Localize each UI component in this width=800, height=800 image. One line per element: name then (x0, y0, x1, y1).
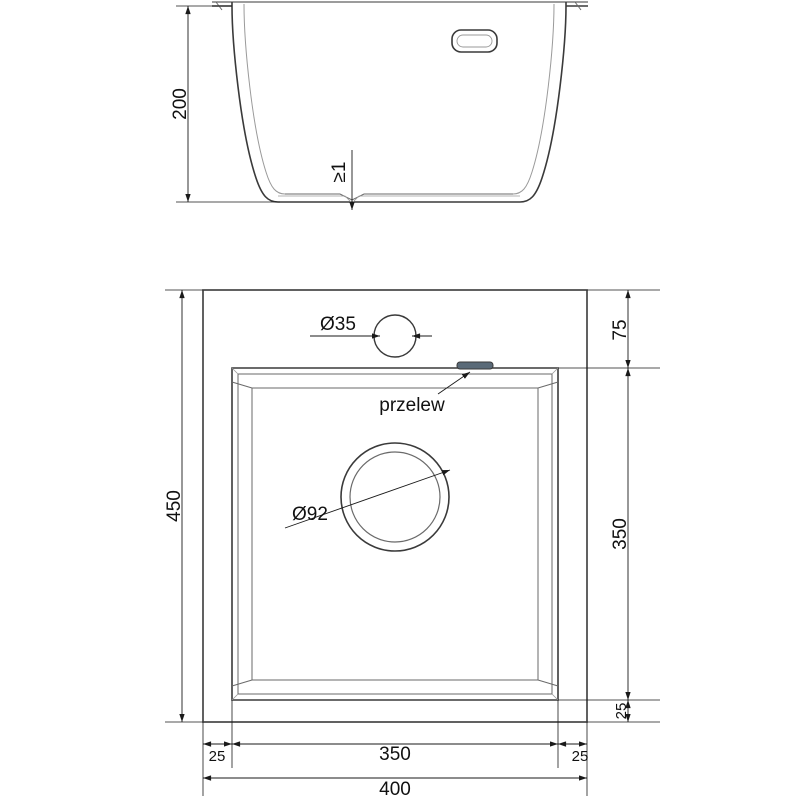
bowl-bottom-outline (252, 388, 538, 680)
dim-label-left-margin-25: 25 (208, 748, 226, 765)
dim-label-overall-height-450: 450 (164, 490, 185, 522)
dim-label-slope: ≥1 (329, 161, 350, 183)
drain-inner-circle (350, 452, 440, 542)
bowl-rim-inner (238, 374, 552, 694)
side-section-view (170, 2, 588, 210)
top-plan-view (164, 290, 660, 800)
overflow-slot-side-inner (457, 35, 492, 47)
dim-label-overall-width-400: 400 (379, 779, 411, 800)
callout-drain: Ø92 (292, 504, 328, 525)
inner-wall-right (513, 4, 554, 194)
inner-wall-left (244, 4, 285, 194)
dim-label-top-margin-75: 75 (610, 319, 631, 341)
dim-label-right-margin-25: 25 (571, 748, 589, 765)
callout-overflow: przelew (379, 395, 445, 416)
dim-label-height-200: 200 (170, 88, 191, 120)
callout-tap-hole: Ø35 (320, 314, 356, 335)
bowl-corner-chamfers (232, 382, 558, 686)
bowl-rim-corner-ticks (232, 368, 558, 700)
rim-corner-ticks (216, 2, 581, 10)
leader-overflow (438, 372, 470, 394)
overflow-slot-plan (457, 362, 493, 369)
drain-outer-circle (341, 443, 449, 551)
dim-label-bottom-margin-25: 25 (613, 702, 630, 720)
overflow-slot-side (452, 30, 497, 52)
tap-hole-circle (374, 315, 416, 357)
dim-label-bowl-width-350: 350 (379, 744, 411, 765)
dim-label-bowl-height-350: 350 (610, 518, 631, 550)
basin-bottom-slope (285, 194, 513, 200)
sink-body-outline (232, 2, 566, 202)
sink-plate-outline (203, 290, 587, 722)
bowl-outer-outline (232, 368, 558, 700)
